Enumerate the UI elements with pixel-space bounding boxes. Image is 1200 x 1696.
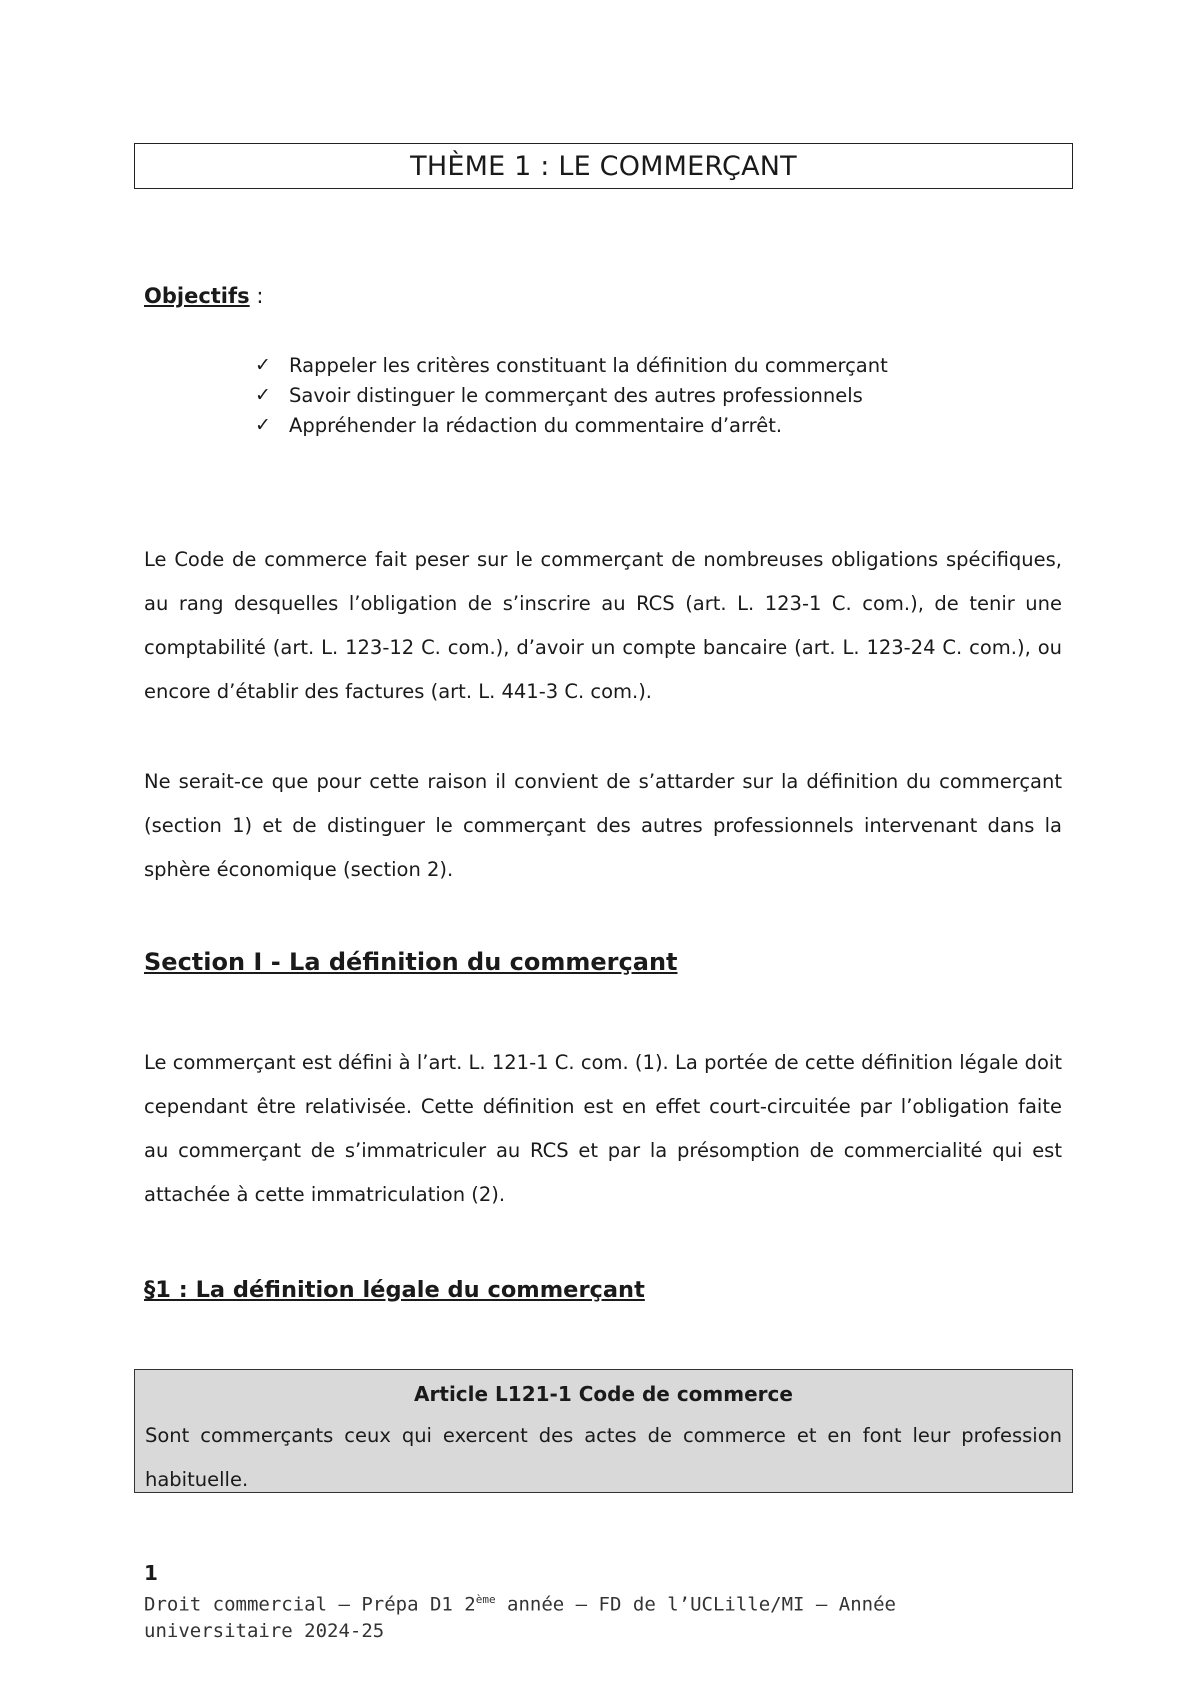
objectives-label: Objectifs [144, 284, 250, 308]
section-1-title: Section I - La définition du commerçant [144, 948, 678, 976]
checkmark-icon: ✓ [255, 354, 271, 376]
footer-text-end: année – FD de l’UCLille/MI – Année universitaire 2024-25 [144, 1593, 896, 1643]
objective-text: Savoir distinguer le commerçant des autres professionnels [289, 383, 863, 407]
page-footer [144, 1586, 1044, 1645]
article-text: Sont commerçants ceux qui exercent des actes de commerce et en font leur profession habituelle. [145, 1424, 1062, 1491]
checkmark-icon: ✓ [255, 384, 271, 406]
section-1-paragraph: Le commerçant est défini à l’art. L. 121-1 C. com. (1). La portée de cette définition légale doit cependant être relativisée. Cette définition est en effet court-circuitée par l’obligation faite au commerçant de s’immatriculer au RCS et par la présomption de commercialité qui est attachée à cette immatriculation (2). [144, 1051, 1062, 1206]
intro-paragraph-1: Le Code de commerce fait peser sur le commerçant de nombreuses obligations spécifiques, au rang desquelles l’obligation de s’inscrire au RCS (art. L. 123-1 C. com.), de tenir une comptabilité (art. L. 123-12 C. com.), d’avoir un compte bancaire (art. L. 123-24 C. com.), ou encore d’établir des factures (art. L. 441-3 C. com.). [144, 548, 1062, 703]
article-title: Article L121-1 Code de commerce [414, 1382, 793, 1406]
footer-text-start: Droit commercial – Prépa D1 2 [144, 1593, 476, 1616]
objective-text: Rappeler les critères constituant la définition du commerçant [289, 353, 888, 377]
footer-superscript: ème [475, 1593, 496, 1606]
objectives-list [255, 350, 888, 440]
page-number: 1 [144, 1561, 158, 1585]
list-item [255, 350, 888, 380]
list-item [255, 380, 888, 410]
theme-title: THÈME 1 : LE COMMERÇANT [134, 143, 1073, 189]
checkmark-icon: ✓ [255, 414, 271, 436]
list-item [255, 410, 888, 440]
objective-text: Appréhender la rédaction du commentaire d’arrêt. [289, 413, 783, 437]
subsection-1-title: §1 : La définition légale du commerçant [144, 1277, 645, 1303]
objectives-heading [144, 284, 263, 308]
article-box [134, 1369, 1073, 1493]
objectives-colon: : [249, 284, 264, 308]
intro-paragraph-2: Ne serait-ce que pour cette raison il convient de s’attarder sur la définition du commerçant (section 1) et de distinguer le commerçant des autres professionnels intervenant dans la sphère économique (section 2). [144, 770, 1062, 881]
